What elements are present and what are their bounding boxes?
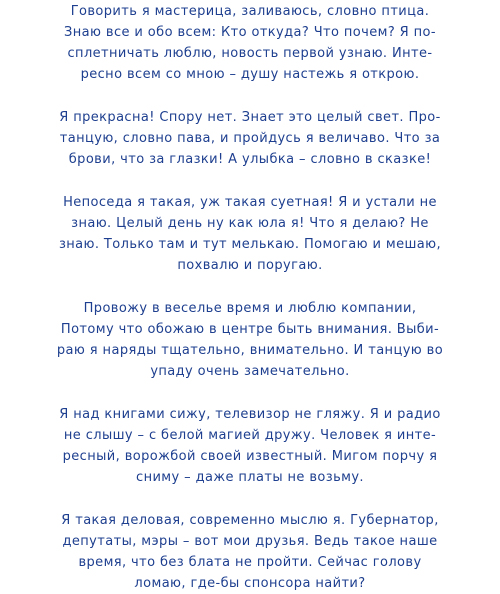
- text-line: Я прекрасна! Спору нет. Знает это целый свет. Про-: [59, 110, 441, 125]
- text-line: похвалю и поругаю.: [177, 258, 323, 273]
- text-line: знаю. Целый день ну как юла я! Что я делаю? Не: [71, 216, 429, 231]
- text-line: ресный, ворожбой своей известный. Мигом порчу я: [62, 449, 438, 464]
- paragraph-beauty: [4, 107, 496, 170]
- text-line: не слышу – с белой магией дружу. Человек я инте-: [63, 428, 437, 443]
- text-line: сплетничать люблю, новость первой узнаю. Инте-: [67, 46, 433, 61]
- paragraph-chatterbox: [4, 1, 496, 85]
- text-line: Провожу в веселье время и люблю компании,: [83, 301, 417, 316]
- text-line: Я такая деловая, современно мыслю я. Губернатор,: [61, 513, 439, 528]
- text-line: Непоседа я такая, уж такая суетная! Я и устали не: [63, 195, 437, 210]
- text-line: время, что без блата не пройти. Сейчас голову: [78, 555, 422, 570]
- text-line: Говорить я мастерица, заливаюсь, словно птица.: [70, 4, 430, 19]
- text-line: брови, что за глазки! А улыбка – словно в сказке!: [68, 152, 432, 167]
- text-line: танцую, словно пава, и пройдусь я величаво. Что за: [59, 131, 441, 146]
- paragraph-party: [4, 298, 496, 382]
- text-line: знаю. Только там и тут мелькаю. Помогаю и мешаю,: [58, 237, 442, 252]
- text-line: упаду очень замечательно.: [150, 364, 350, 379]
- text-line: депутаты, мэры – вот мои друзья. Ведь такое наше: [62, 534, 438, 549]
- paragraph-business: [4, 510, 496, 594]
- text-line: ломаю, где-бы спонсора найти?: [134, 576, 366, 591]
- paragraph-magic: [4, 404, 496, 488]
- text-line: раю я наряды тщательно, внимательно. И танцую во: [56, 343, 444, 358]
- text-line: сниму – даже платы не возьму.: [136, 470, 364, 485]
- text-line: ресно всем со мною – душу настежь я открою.: [80, 67, 420, 82]
- text-line: Я над книгами сижу, телевизор не гляжу. Я и радио: [59, 407, 441, 422]
- text-line: Знаю все и обо всем: Кто откуда? Что почем? Я по-: [64, 25, 436, 40]
- paragraph-fidget: [4, 192, 496, 276]
- text-line: Потому что обожаю в центре быть внимания. Выби-: [60, 322, 440, 337]
